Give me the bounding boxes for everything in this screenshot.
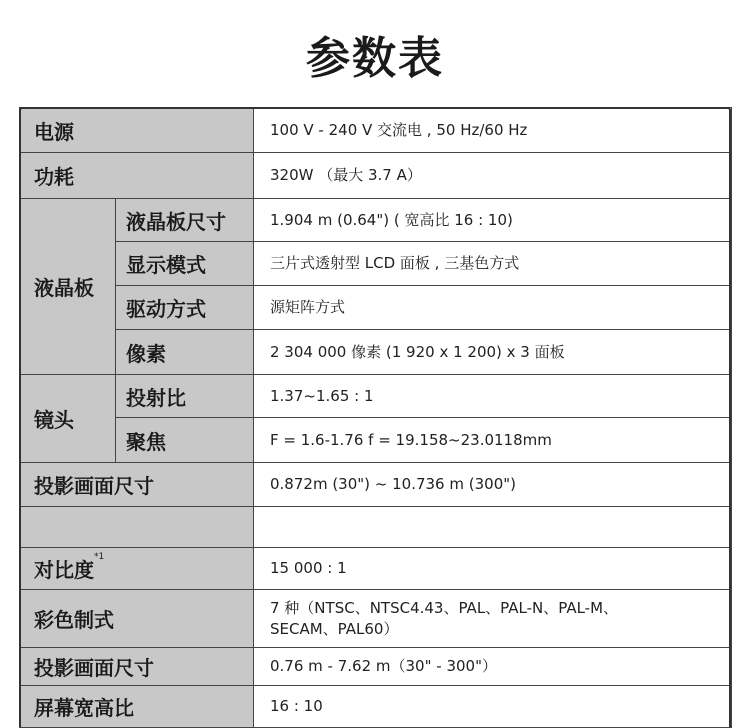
contrast-label-cell (20, 548, 254, 590)
power-source-value: 100 V - 240 V 交流电 , 50 Hz/60 Hz (254, 108, 732, 153)
focus-value: F = 1.6-1.76 f = 19.158~23.0118mm (254, 418, 732, 463)
empty-label-cell (20, 507, 254, 548)
contrast-value: 15 000 : 1 (254, 548, 732, 590)
projection-size-2-label: 投影画面尺寸 (20, 648, 254, 686)
footnote-marker: *1 (94, 552, 105, 562)
table-row (20, 648, 732, 686)
table-row (20, 418, 732, 463)
drive-mode-label: 驱动方式 (116, 286, 254, 330)
table-row (20, 286, 732, 330)
table-row (20, 507, 732, 548)
power-consumption-value: 320W （最大 3.7 A） (254, 153, 732, 199)
throw-ratio-label: 投射比 (116, 375, 254, 418)
pixels-label: 像素 (116, 330, 254, 375)
lcd-panel-label: 液晶板 (20, 199, 116, 375)
power-source-label: 电源 (20, 108, 254, 153)
empty-value-cell (254, 507, 732, 548)
table-row (20, 153, 732, 199)
throw-ratio-value: 1.37~1.65 : 1 (254, 375, 732, 418)
aspect-ratio-label: 屏幕宽高比 (20, 686, 254, 728)
table-row (20, 199, 732, 242)
focus-label: 聚焦 (116, 418, 254, 463)
projection-size-value: 0.872m (30") ~ 10.736 m (300") (254, 463, 732, 507)
projection-size-label: 投影画面尺寸 (20, 463, 254, 507)
projection-size-2-value: 0.76 m - 7.62 m（30" - 300"） (254, 648, 732, 686)
table-row (20, 548, 732, 590)
pixels-value: 2 304 000 像素 (1 920 x 1 200) x 3 面板 (254, 330, 732, 375)
lens-label: 镜头 (20, 375, 116, 463)
lcd-size-value: 1.904 m (0.64") ( 宽高比 16 : 10) (254, 199, 732, 242)
page-title: 参数表 (306, 33, 444, 84)
color-system-line-2: SECAM、PAL60） (270, 619, 399, 638)
aspect-ratio-value: 16 : 10 (254, 686, 732, 728)
contrast-label: 对比度 (34, 558, 94, 582)
table-row (20, 463, 732, 507)
drive-mode-value: 源矩阵方式 (254, 286, 732, 330)
table-row (20, 242, 732, 286)
lcd-size-label: 液晶板尺寸 (116, 199, 254, 242)
color-system-line-1: 7 种（NTSC、NTSC4.43、PAL、PAL-N、PAL-M、 (270, 598, 619, 617)
display-mode-label: 显示模式 (116, 242, 254, 286)
spec-table (19, 107, 732, 728)
table-row (20, 686, 732, 728)
table-row (20, 590, 732, 648)
table-row (20, 330, 732, 375)
table-row (20, 108, 732, 153)
color-system-value (254, 590, 732, 648)
power-consumption-label: 功耗 (20, 153, 254, 199)
color-system-label: 彩色制式 (20, 590, 254, 648)
display-mode-value: 三片式透射型 LCD 面板 , 三基色方式 (254, 242, 732, 286)
table-row (20, 375, 732, 418)
